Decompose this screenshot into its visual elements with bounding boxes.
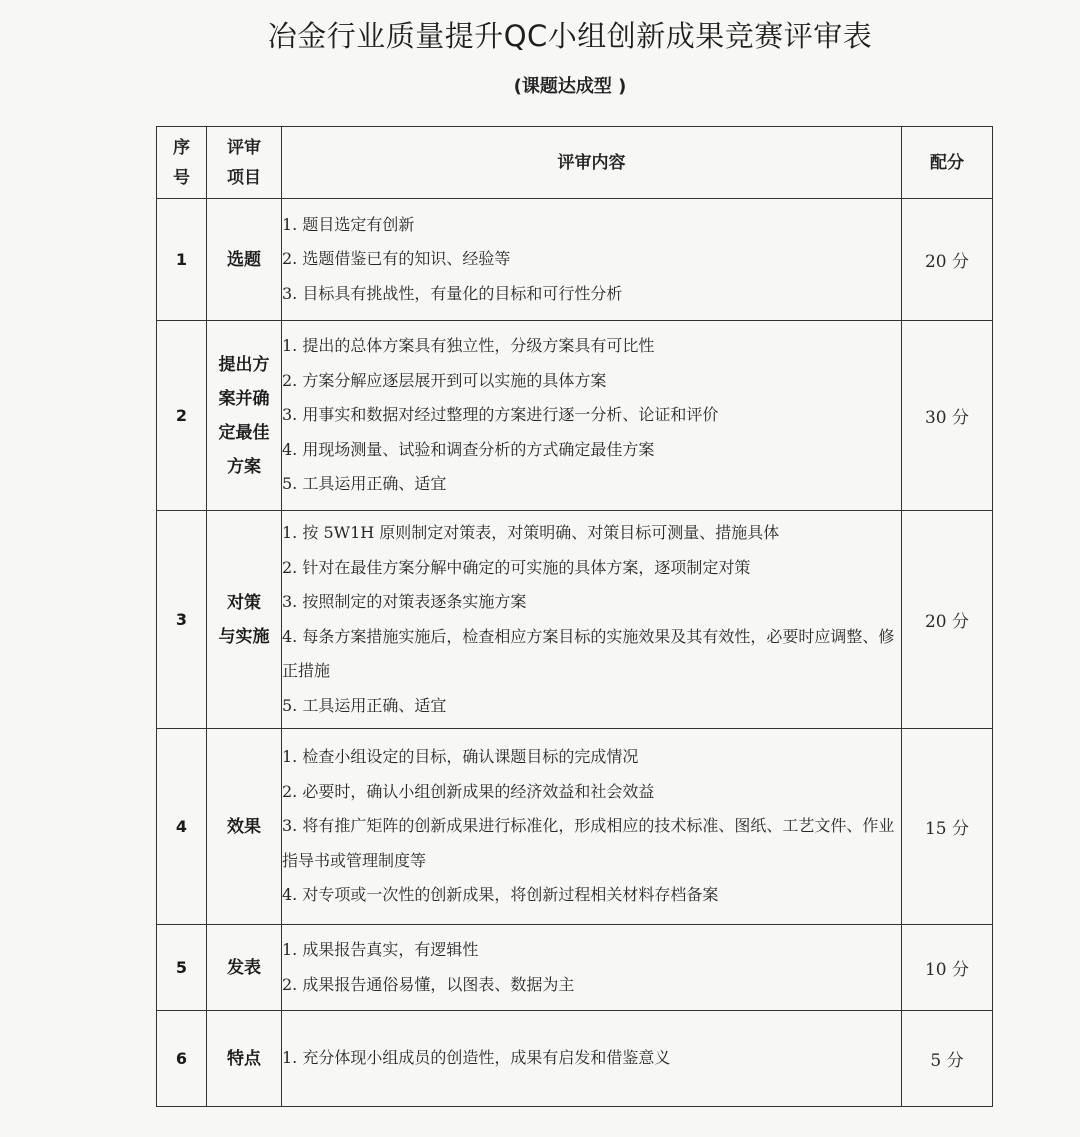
row-score: 10 分	[902, 925, 993, 1011]
row-content	[282, 925, 902, 1011]
row-item-line: 方案	[227, 456, 261, 477]
row-seq: 2	[157, 321, 207, 511]
row-item-line: 发表	[227, 957, 261, 978]
review-table	[156, 126, 993, 1107]
content-line: 4. 每条方案措施实施后，检查相应方案目标的实施效果及其有效性，必要时应调整、修正措施	[282, 626, 895, 680]
content-line: 3. 将有推广矩阵的创新成果进行标准化，形成相应的技术标准、图纸、工艺文件、作业指导书或管理制度等	[282, 816, 895, 870]
content-line: 4. 用现场测量、试验和调查分析的方式确定最佳方案	[282, 439, 655, 459]
content-line: 3. 目标具有挑战性，有量化的目标和可行性分析	[282, 283, 623, 303]
row-content	[282, 511, 902, 729]
row-content	[282, 1011, 902, 1107]
content-line: 3. 用事实和数据对经过整理的方案进行逐一分析、论证和评价	[282, 405, 719, 425]
row-item-line: 案并确	[218, 388, 270, 409]
row-item	[207, 1011, 282, 1107]
row-item	[207, 511, 282, 729]
document-subtitle: (课题达成型 )	[513, 76, 627, 97]
header-seq-line: 序	[173, 137, 190, 158]
content-line: 2. 针对在最佳方案分解中确定的可实施的具体方案，逐项制定对策	[282, 557, 751, 577]
row-item	[207, 199, 282, 321]
content-line: 1. 成果报告真实，有逻辑性	[282, 940, 479, 959]
table-row	[157, 321, 993, 511]
content-line: 5. 工具运用正确、适宜	[282, 474, 447, 494]
table-row	[157, 1011, 993, 1107]
row-seq: 5	[157, 925, 207, 1011]
row-seq: 1	[157, 199, 207, 321]
content-line: 1. 题目选定有创新	[282, 214, 415, 234]
header-score: 配分	[902, 127, 993, 199]
table-row	[157, 511, 993, 729]
row-item-line: 特点	[227, 1048, 261, 1069]
row-item-line: 选题	[227, 249, 261, 270]
header-row	[157, 127, 993, 199]
content-line: 2. 成果报告通俗易懂，以图表、数据为主	[282, 974, 575, 994]
content-line: 3. 按照制定的对策表逐条实施方案	[282, 592, 527, 611]
row-seq: 4	[157, 729, 207, 925]
header-content: 评审内容	[282, 127, 902, 199]
row-content	[282, 199, 902, 321]
content-line: 1. 提出的总体方案具有独立性，分级方案具有可比性	[282, 336, 655, 356]
row-score: 20 分	[902, 199, 993, 321]
content-line: 1. 检查小组设定的目标，确认课题目标的完成情况	[282, 747, 639, 767]
row-item-line: 与实施	[218, 626, 270, 647]
row-score: 5 分	[902, 1011, 993, 1107]
row-item	[207, 925, 282, 1011]
row-score: 15 分	[902, 729, 993, 925]
header-seq	[157, 127, 207, 199]
row-item-line: 对策	[227, 592, 261, 613]
header-item-line: 项目	[227, 167, 261, 188]
content-line: 4. 对专项或一次性的创新成果，将创新过程相关材料存档备案	[282, 885, 719, 905]
table-row	[157, 925, 993, 1011]
row-score: 30 分	[902, 321, 993, 511]
row-content	[282, 729, 902, 925]
row-content	[282, 321, 902, 511]
row-item-line: 效果	[227, 816, 261, 837]
row-seq: 6	[157, 1011, 207, 1107]
content-line: 1. 按 5W1H 原则制定对策表，对策明确、对策目标可测量、措施具体	[282, 523, 780, 542]
table-row	[157, 199, 993, 321]
header-item	[207, 127, 282, 199]
table-row	[157, 729, 993, 925]
header-item-line: 评审	[227, 137, 261, 158]
content-line: 1. 充分体现小组成员的创造性，成果有启发和借鉴意义	[282, 1048, 671, 1068]
row-item	[207, 729, 282, 925]
content-line: 2. 必要时，确认小组创新成果的经济效益和社会效益	[282, 781, 655, 801]
row-score: 20 分	[902, 511, 993, 729]
row-seq: 3	[157, 511, 207, 729]
row-item	[207, 321, 282, 511]
header-seq-line: 号	[173, 167, 190, 188]
content-line: 5. 工具运用正确、适宜	[282, 695, 447, 715]
row-item-line: 提出方	[218, 354, 270, 375]
document-title: 冶金行业质量提升QC小组创新成果竞赛评审表	[267, 19, 873, 53]
content-line: 2. 方案分解应逐层展开到可以实施的具体方案	[282, 370, 607, 390]
content-line: 2. 选题借鉴已有的知识、经验等	[282, 249, 511, 269]
row-item-line: 定最佳	[218, 422, 270, 443]
